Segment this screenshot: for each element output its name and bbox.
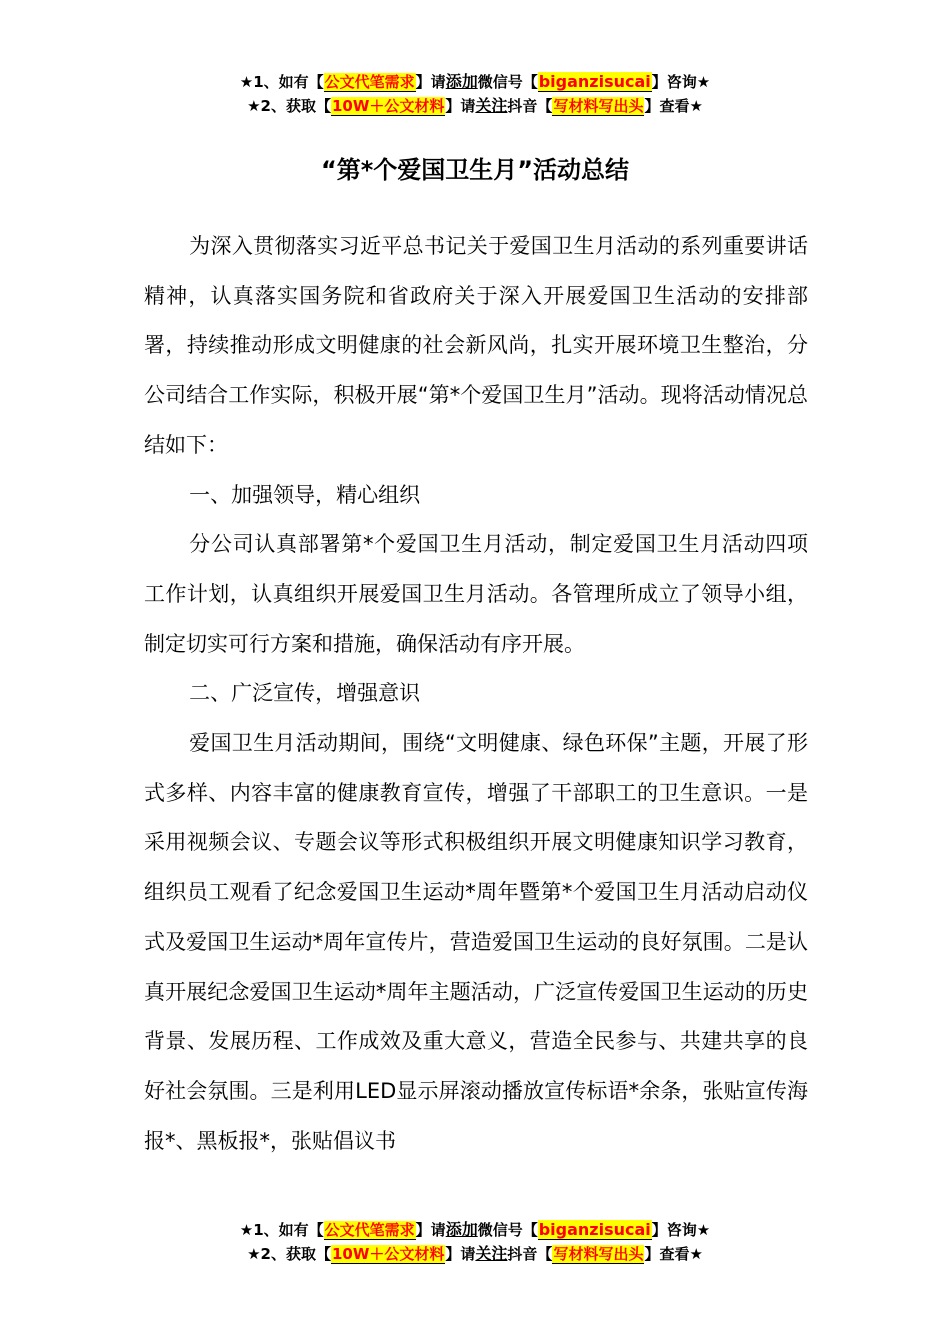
section-2-paragraph: 爱国卫生月活动期间，围绕“文明健康、绿色环保”主题，开展了形式多样、内容丰富的健康教育宣传，增强了干部职工的卫生意识。一是采用视频会议、专题会议等形式积极组织开展文明健康知识学习教育，组织员工观看了纪念爱国卫生运动*周年暨第*个爱国卫生月活动启动仪式及爱国卫生运动*周年宣传片，营造爱国卫生运动的良好氛围。二是认真开展纪念爱国卫生运动*周年主题活动，广泛宣传爱国卫生运动的历史背景、发展历程、工作成效及重大意义，营造全民参与、共建共享的良好社会氛围。三是利用LED显示屏滚动播放宣传标语*余条，张贴宣传海报*、黑板报*，张贴倡议书 (144, 731, 808, 1153)
promo-line-1: ★1、如有【公文代笔需求】请添加微信号【biganzisucai】咨询★ (239, 1220, 711, 1239)
footer-promo-banner (0, 1218, 950, 1266)
promo-line-2: ★2、获取【10W＋公文材料】请关注抖音【写材料写出头】查看★ (247, 96, 703, 115)
promo-line-2: ★2、获取【10W＋公文材料】请关注抖音【写材料写出头】查看★ (247, 1244, 703, 1263)
intro-paragraph: 为深入贯彻落实习近平总书记关于爱国卫生月活动的系列重要讲话精神，认真落实国务院和省政府关于深入开展爱国卫生活动的安排部署，持续推动形成文明健康的社会新风尚，扎实开展环境卫生整治，分公司结合工作实际，积极开展“第*个爱国卫生月”活动。现将活动情况总结如下： (144, 234, 808, 457)
section-heading-1: 一、加强领导，精心组织 (189, 482, 421, 507)
document-body (144, 222, 808, 1166)
document-title: “第*个爱国卫生月”活动总结 (320, 156, 630, 184)
section-heading-2: 二、广泛宣传，增强意识 (189, 681, 421, 706)
promo-line-1: ★1、如有【公文代笔需求】请添加微信号【biganzisucai】咨询★ (239, 72, 711, 91)
section-1-paragraph: 分公司认真部署第*个爱国卫生月活动，制定爱国卫生月活动四项工作计划，认真组织开展爱国卫生月活动。各管理所成立了领导小组，制定切实可行方案和措施，确保活动有序开展。 (144, 532, 808, 656)
header-promo-banner (0, 70, 950, 118)
